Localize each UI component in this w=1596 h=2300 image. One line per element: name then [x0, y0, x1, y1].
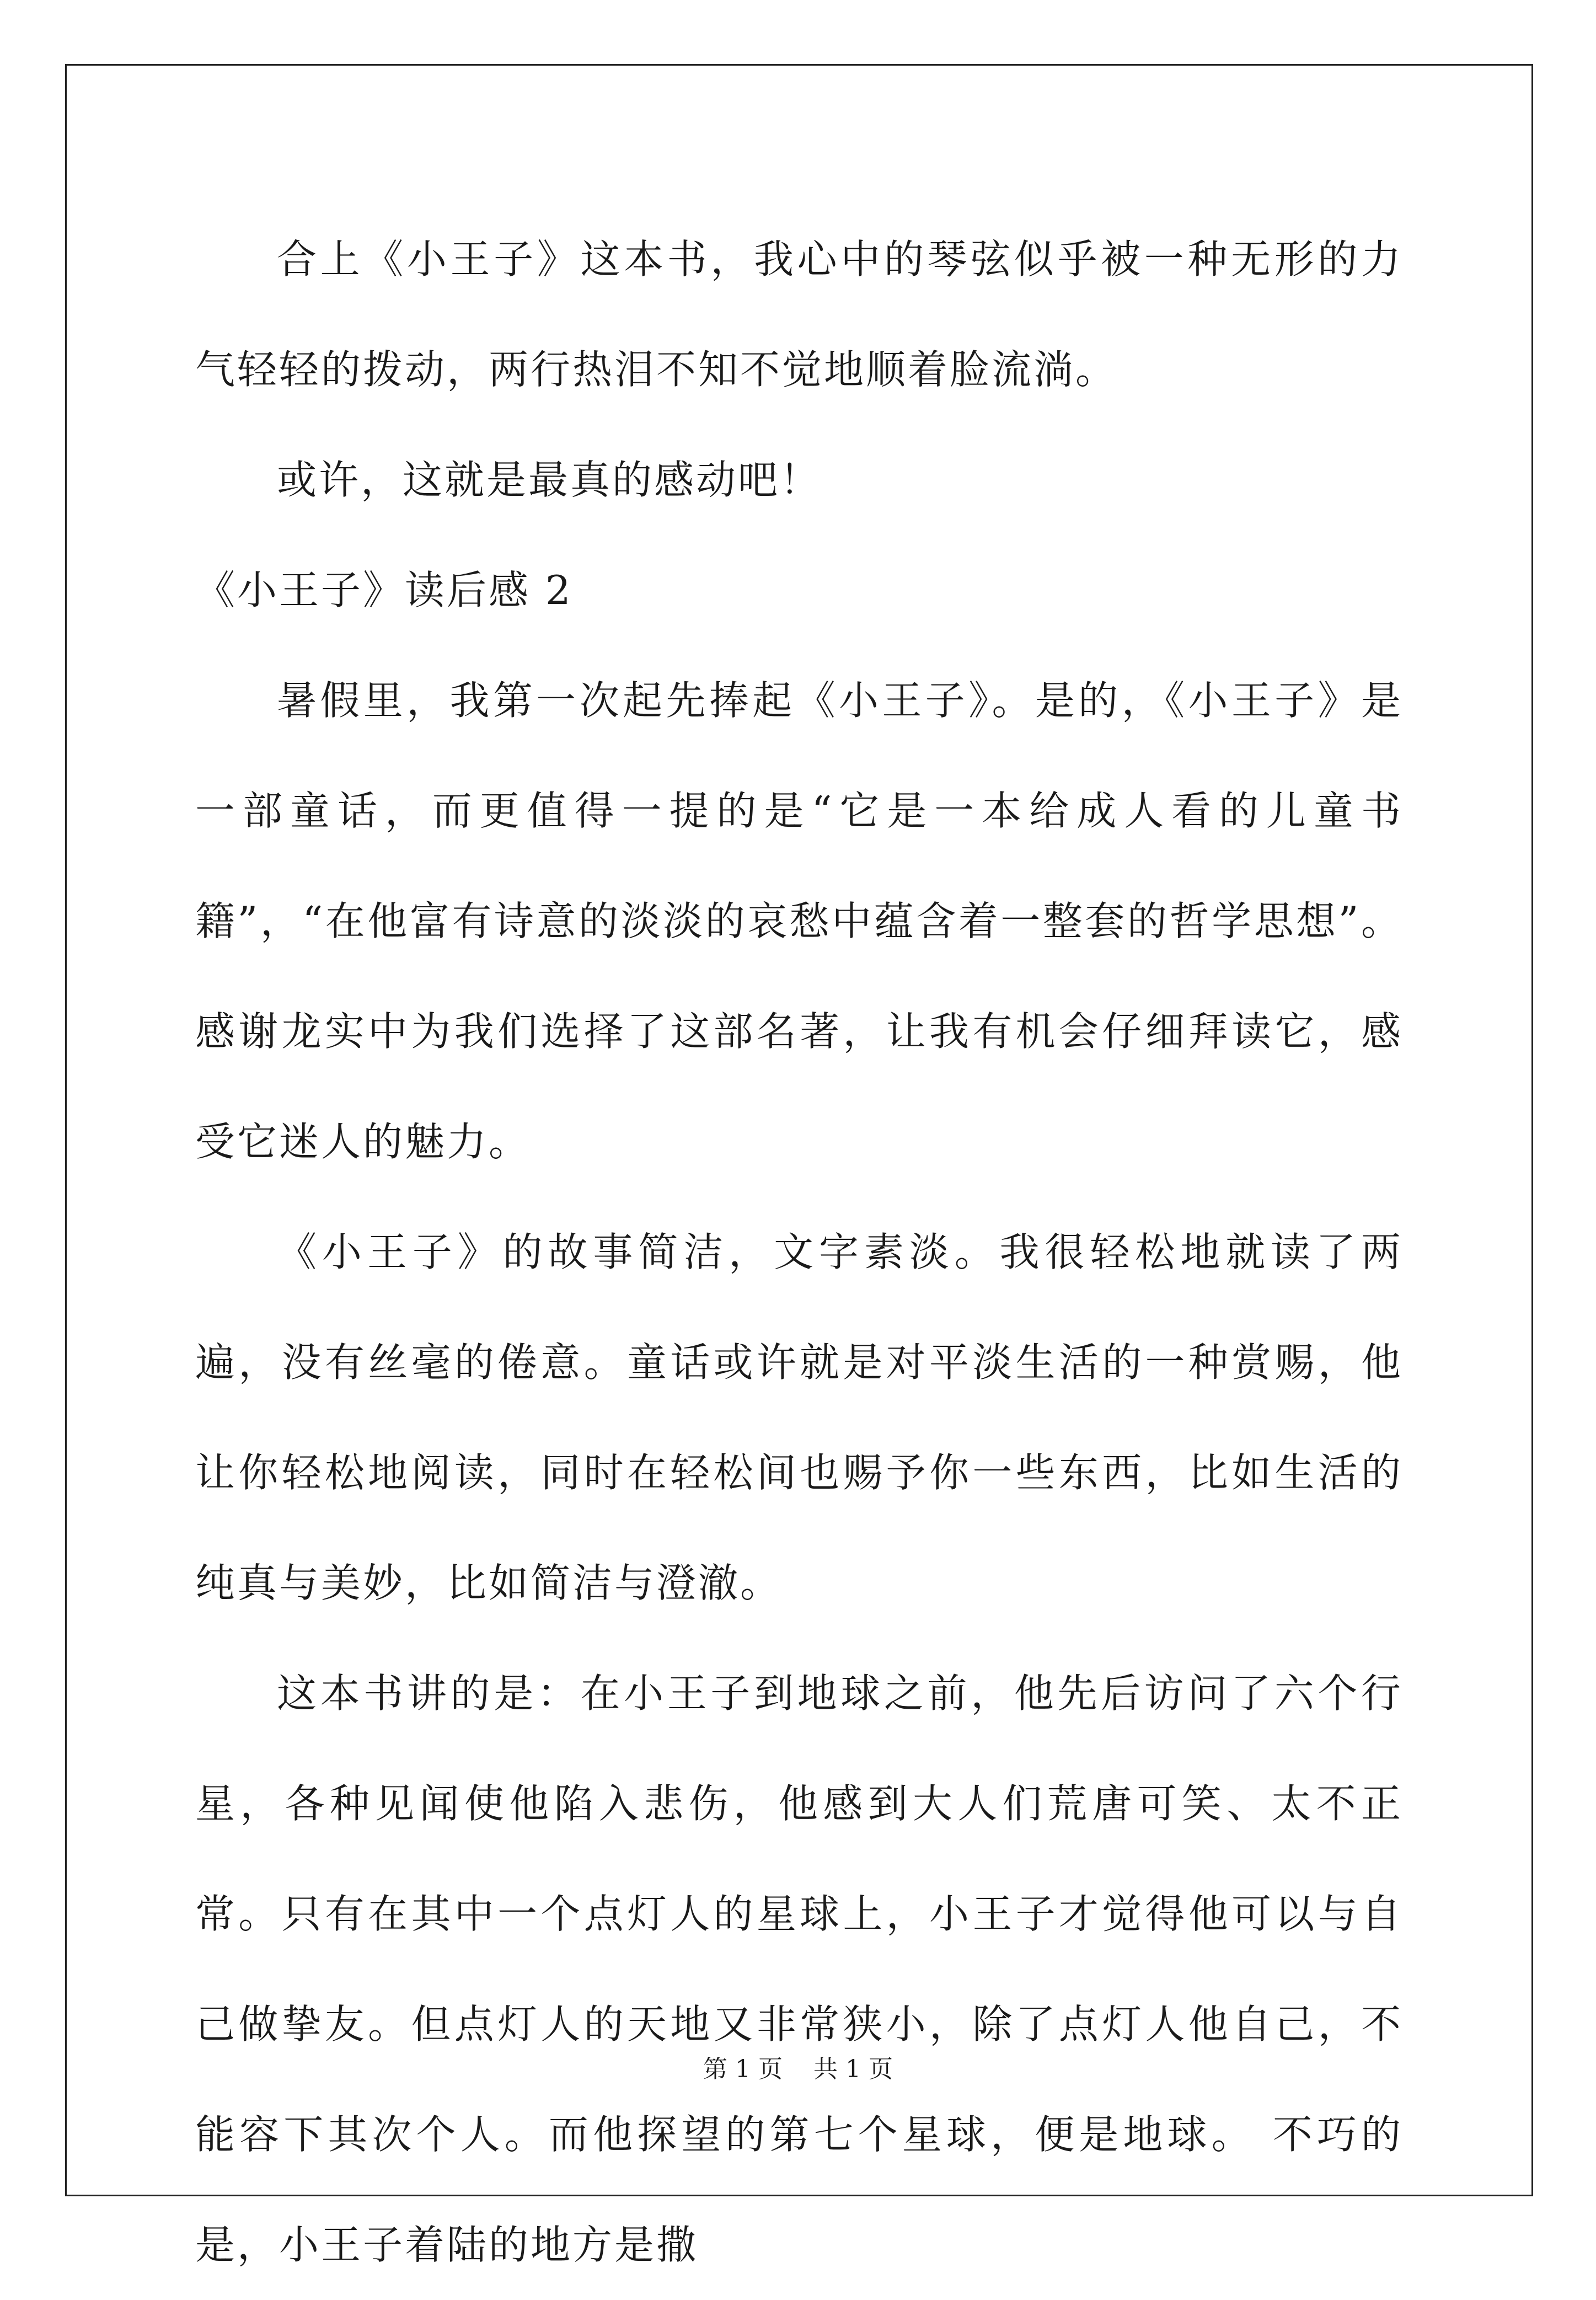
paragraph: 暑假里，我第一次起先捧起《小王子》。是的，《小王子》是一部童话，而更值得一提的是“它是一本给成人看的儿童书籍”，“在他富有诗意的淡淡的哀愁中蕴含着一整套的哲学思想”。 感谢龙实中为我们选择了这部名著，让我有机会仔细拜读它，感受它迷人的魅力。: [195, 677, 1403, 1165]
paragraph: 这本书讲的是：在小王子到地球之前，他先后访问了六个行星，各种见闻使他陷入悲伤，他感到大人们荒唐可笑、太不正常。只有在其中一个点灯人的星球上，小王子才觉得他可以与自己做挚友。但点灯人的天地又非常狭小，除了点灯人他自己，不能容下其次个人。而他探望的第七个星球，便是地球。 不巧的是，小王子着陆的地方是撒: [195, 1670, 1403, 2268]
document-body: [195, 204, 1403, 2300]
page-total: 共 1 页: [813, 2055, 893, 2083]
paragraph: 合上《小王子》这本书，我心中的琴弦似乎被一种无形的力气轻轻的拨动，两行热泪不知不觉地顺着脸流淌。: [195, 236, 1403, 393]
paragraph: 《小王子》的故事简洁，文字素淡。我很轻松地就读了两遍，没有丝毫的倦意。童话或许就是对平淡生活的一种赏赐，他让你轻松地阅读，同时在轻松间也赐予你一些东西，比如生活的纯真与美妙，比如简洁与澄澈。: [195, 1229, 1403, 1606]
page-number: 第 1 页: [703, 2055, 783, 2083]
paragraph: 或许，这就是最真的感动吧！: [277, 457, 822, 503]
section-heading: 《小王子》读后感 2: [195, 567, 573, 613]
page-footer: [0, 2053, 1596, 2086]
